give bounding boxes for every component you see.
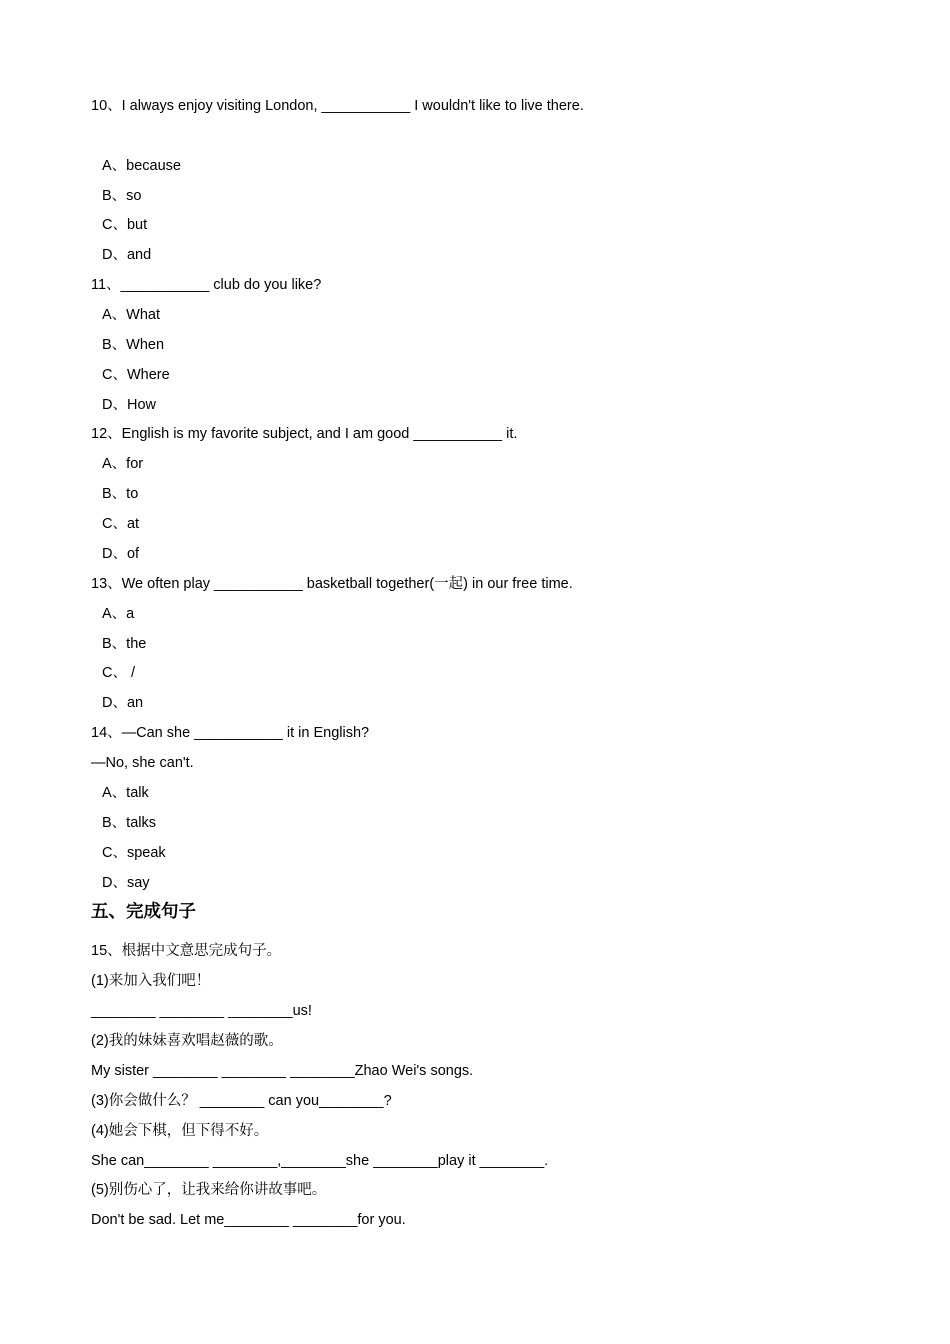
q10-option-c: C、but (102, 217, 148, 233)
q11-option-c: C、Where (102, 367, 170, 383)
q12-option-c: C、at (102, 516, 140, 532)
q15-item-1-prompt: (1)来加入我们吧！ (91, 973, 211, 989)
question-15: 15、根据中文意思完成句子。 (91, 943, 282, 959)
q11-option-a: A、What (102, 307, 161, 323)
q10-option-b: B、so (102, 188, 142, 204)
q12-option-d: D、of (102, 546, 140, 562)
q11-option-b: B、When (102, 337, 165, 353)
q13-option-c: C、 / (102, 665, 136, 681)
section-heading: 五、完成句子 (91, 902, 196, 922)
q15-item-2-prompt: (2)我的妹妹喜欢唱赵薇的歌。 (91, 1033, 283, 1049)
q12-option-b: B、to (102, 486, 139, 502)
q12-option-a: A、for (102, 456, 144, 472)
q15-item-4-prompt: (4)她会下棋，但下得不好。 (91, 1123, 269, 1139)
q15-item-5-prompt: (5)别伤心了，让我来给你讲故事吧。 (91, 1182, 327, 1198)
q15-item-2-blank: My sister ________ ________ ________Zhao Wei's songs. (91, 1063, 474, 1079)
q14-option-c: C、speak (102, 845, 166, 861)
question-11: 11、___________ club do you like? (91, 277, 322, 293)
q15-item-5-blank: Don't be sad. Let me________ ________for you. (91, 1212, 406, 1228)
question-13: 13、We often play ___________ basketball together(一起) in our free time. (91, 576, 573, 592)
q11-option-d: D、How (102, 397, 156, 413)
question-12: 12、English is my favorite subject, and I am good ___________ it. (91, 426, 518, 442)
question-10: 10、I always enjoy visiting London, ___________ I wouldn't like to live there. (91, 98, 584, 114)
q15-item-3: (3)你会做什么？ ________ can you________? (91, 1093, 392, 1109)
q14-option-a: A、talk (102, 785, 149, 801)
q10-option-d: D、and (102, 247, 152, 263)
q13-option-b: B、the (102, 636, 147, 652)
q15-item-1-blank: ________ ________ ________us! (91, 1003, 312, 1019)
q10-option-a: A、because (102, 158, 181, 174)
question-14: 14、—Can she ___________ it in English? (91, 725, 370, 741)
q15-item-4-blank: She can________ ________,________she ________play it ________. (91, 1153, 549, 1169)
q14-option-b: B、talks (102, 815, 156, 831)
question-14-response: —No, she can't. (91, 755, 194, 771)
q13-option-a: A、a (102, 606, 135, 622)
q13-option-d: D、an (102, 695, 144, 711)
q14-option-d: D、say (102, 875, 150, 891)
